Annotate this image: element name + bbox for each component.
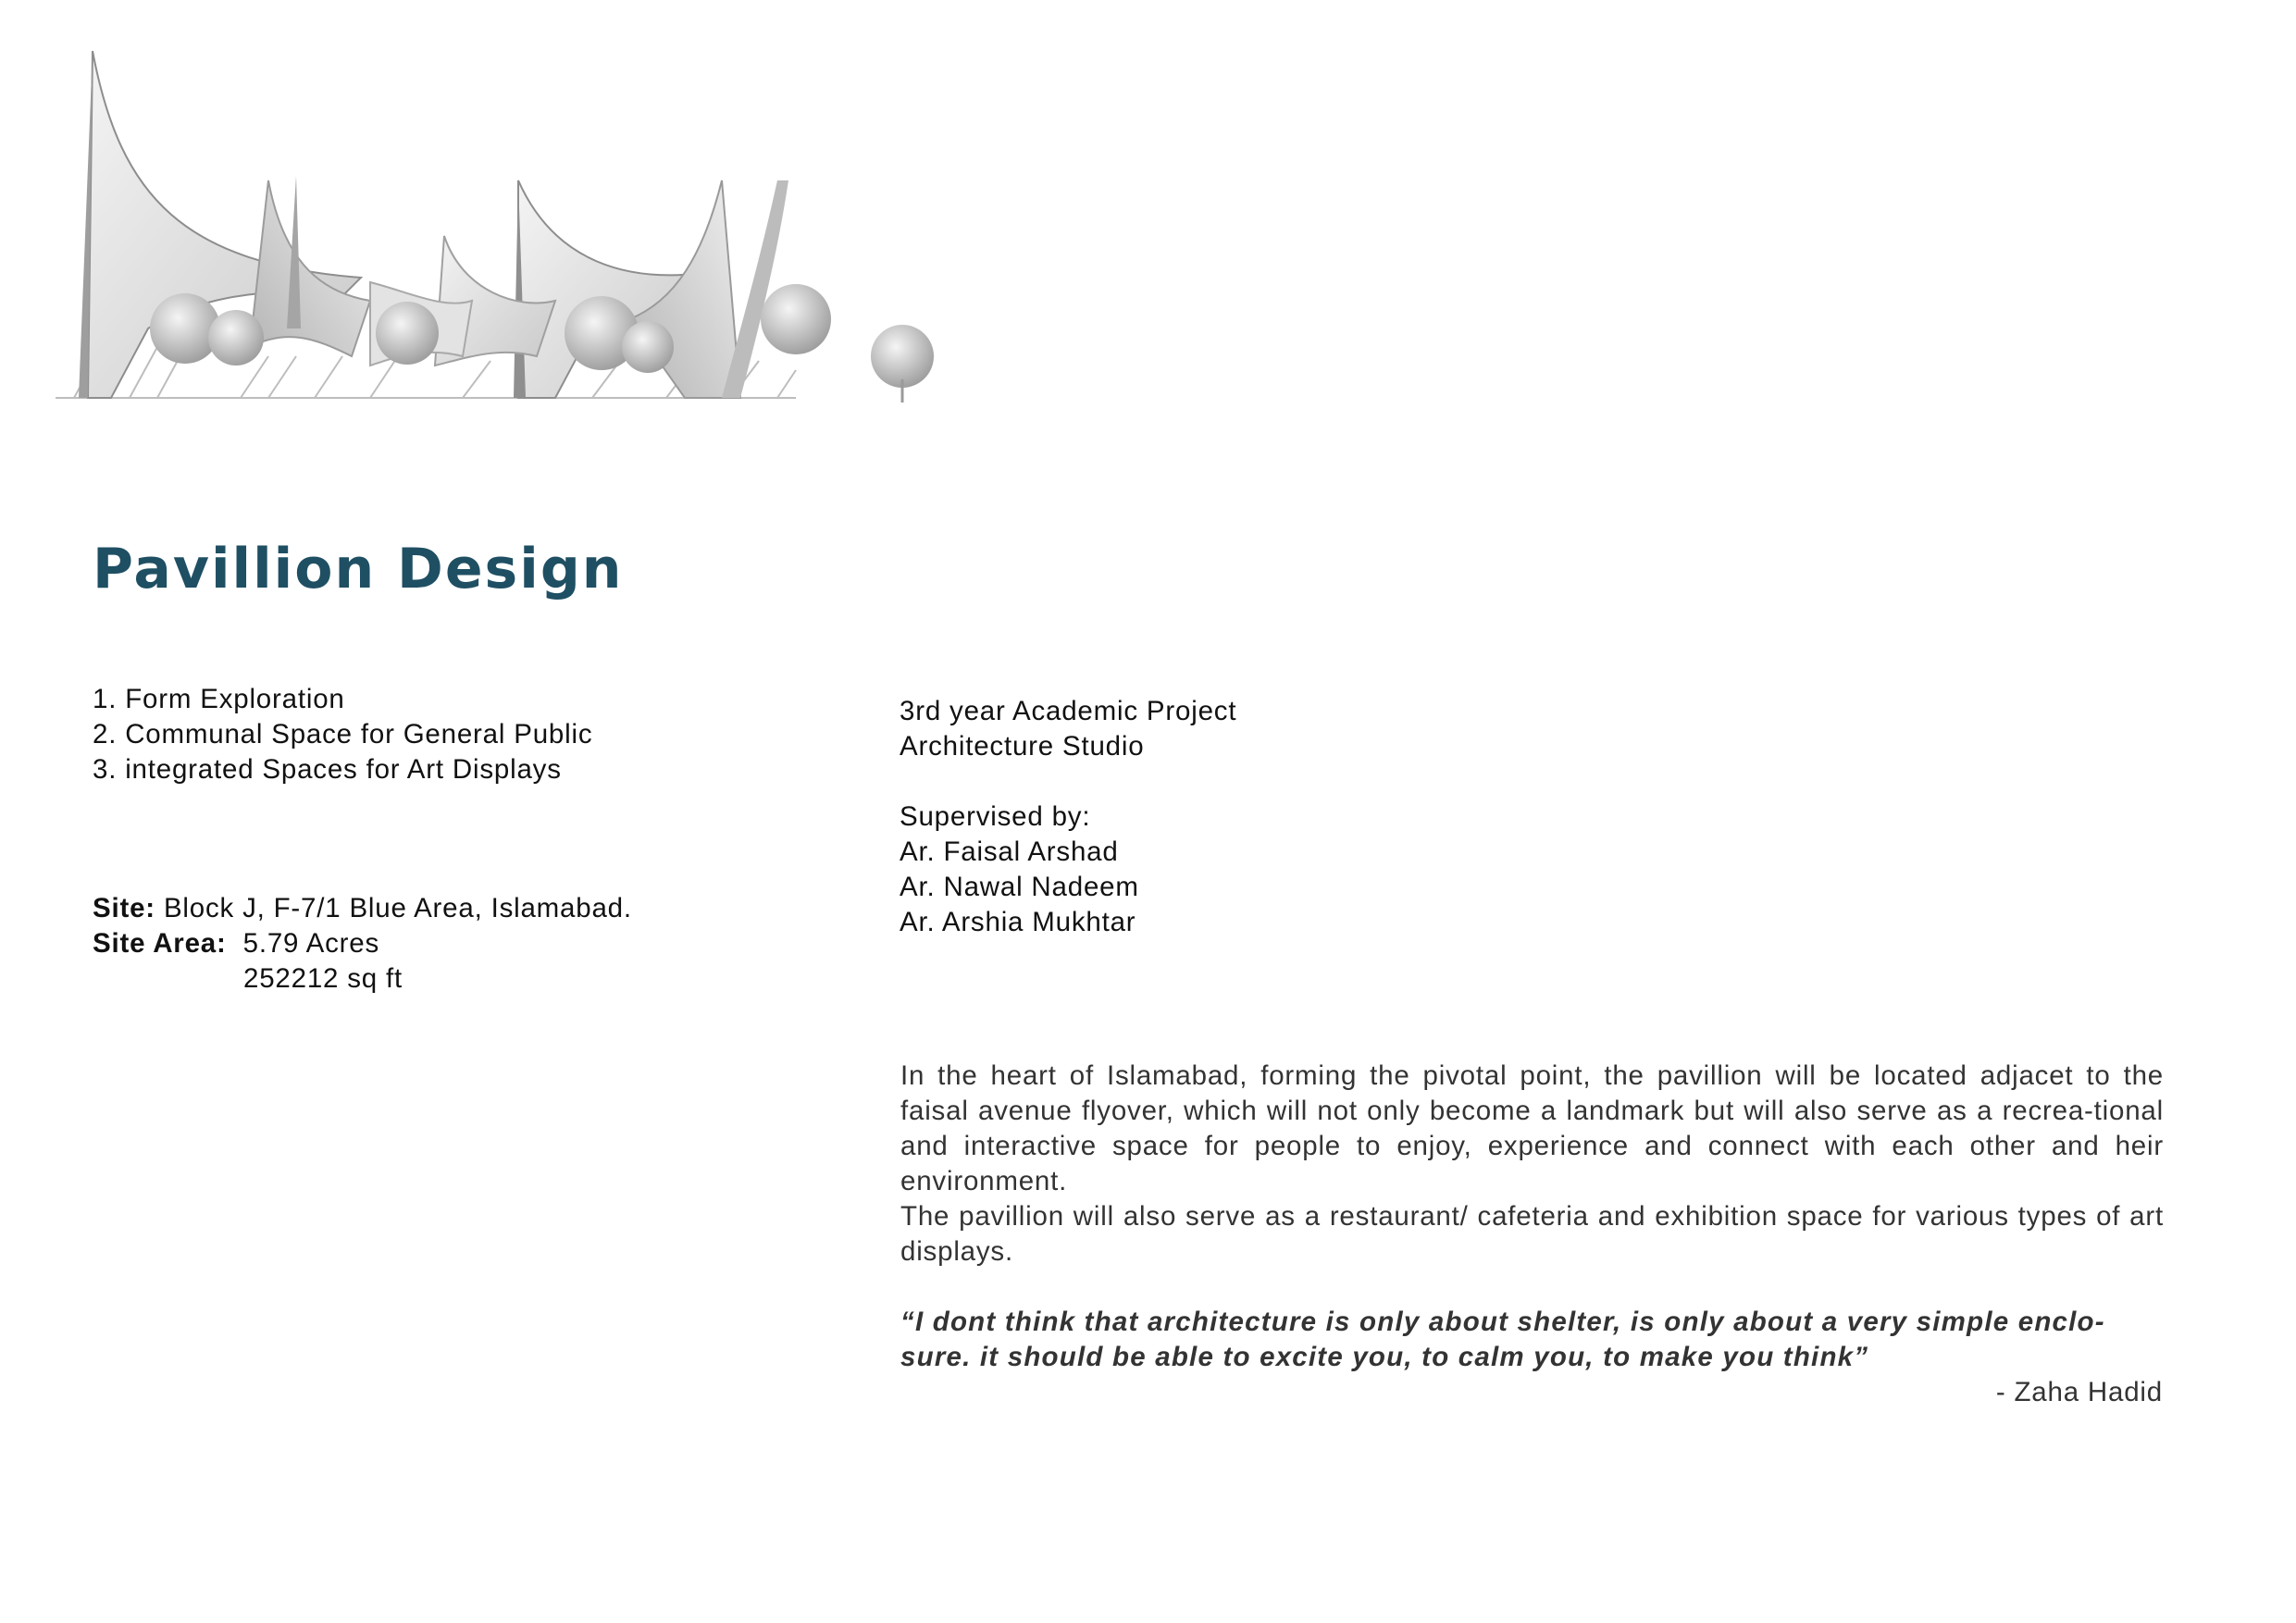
quote-text: “I dont think that architecture is only about shelter, is only about a very simple enclo-sure. it should be able to excite you, to calm you, to make you think” [900,1307,2105,1372]
objective-item: 3. integrated Spaces for Art Displays [93,754,562,785]
site-row [93,891,632,926]
objectives-list [93,682,592,787]
project-info [900,694,1236,940]
site-area-row [93,926,632,961]
site-area-sqft: 252212 sq ft [243,963,403,994]
page-title: Pavillion Design [93,537,624,601]
site-label: Site: [93,893,155,923]
pavilion-render-image [37,51,944,407]
description-paragraph: In the heart of Islamabad, forming the pivotal point, the pavillion will be located adjacet to the faisal avenue flyover, which will not only become a landmark but will also serve as a recrea-tional and interactive space for people to enjoy, experience and connect with each other and heir environment. [900,1060,2164,1196]
site-area-label: Site Area: [93,928,227,959]
site-value: Block J, F-7/1 Blue Area, Islamabad. [163,893,632,923]
project-type: 3rd year Academic Project [900,696,1237,726]
objective-item: 1. Form Exploration [93,684,345,714]
objective-item: 2. Communal Space for General Public [93,719,593,750]
supervisor-name: Ar. Faisal Arshad [900,836,1119,867]
site-area-sqft-row [93,961,632,997]
supervisor-name: Ar. Arshia Mukhtar [900,907,1136,937]
project-studio: Architecture Studio [900,731,1145,762]
site-area-acres: 5.79 Acres [242,928,380,959]
project-description [900,1059,2164,1270]
supervised-label: Supervised by: [900,801,1091,832]
supervisor-name: Ar. Nawal Nadeem [900,872,1139,902]
quote-author: - Zaha Hadid [1995,1377,2163,1407]
description-paragraph: The pavillion will also serve as a restaurant/ cafeteria and exhibition space for various types of art displays. [900,1201,2164,1267]
spacer [900,764,1236,799]
site-details [93,891,632,997]
